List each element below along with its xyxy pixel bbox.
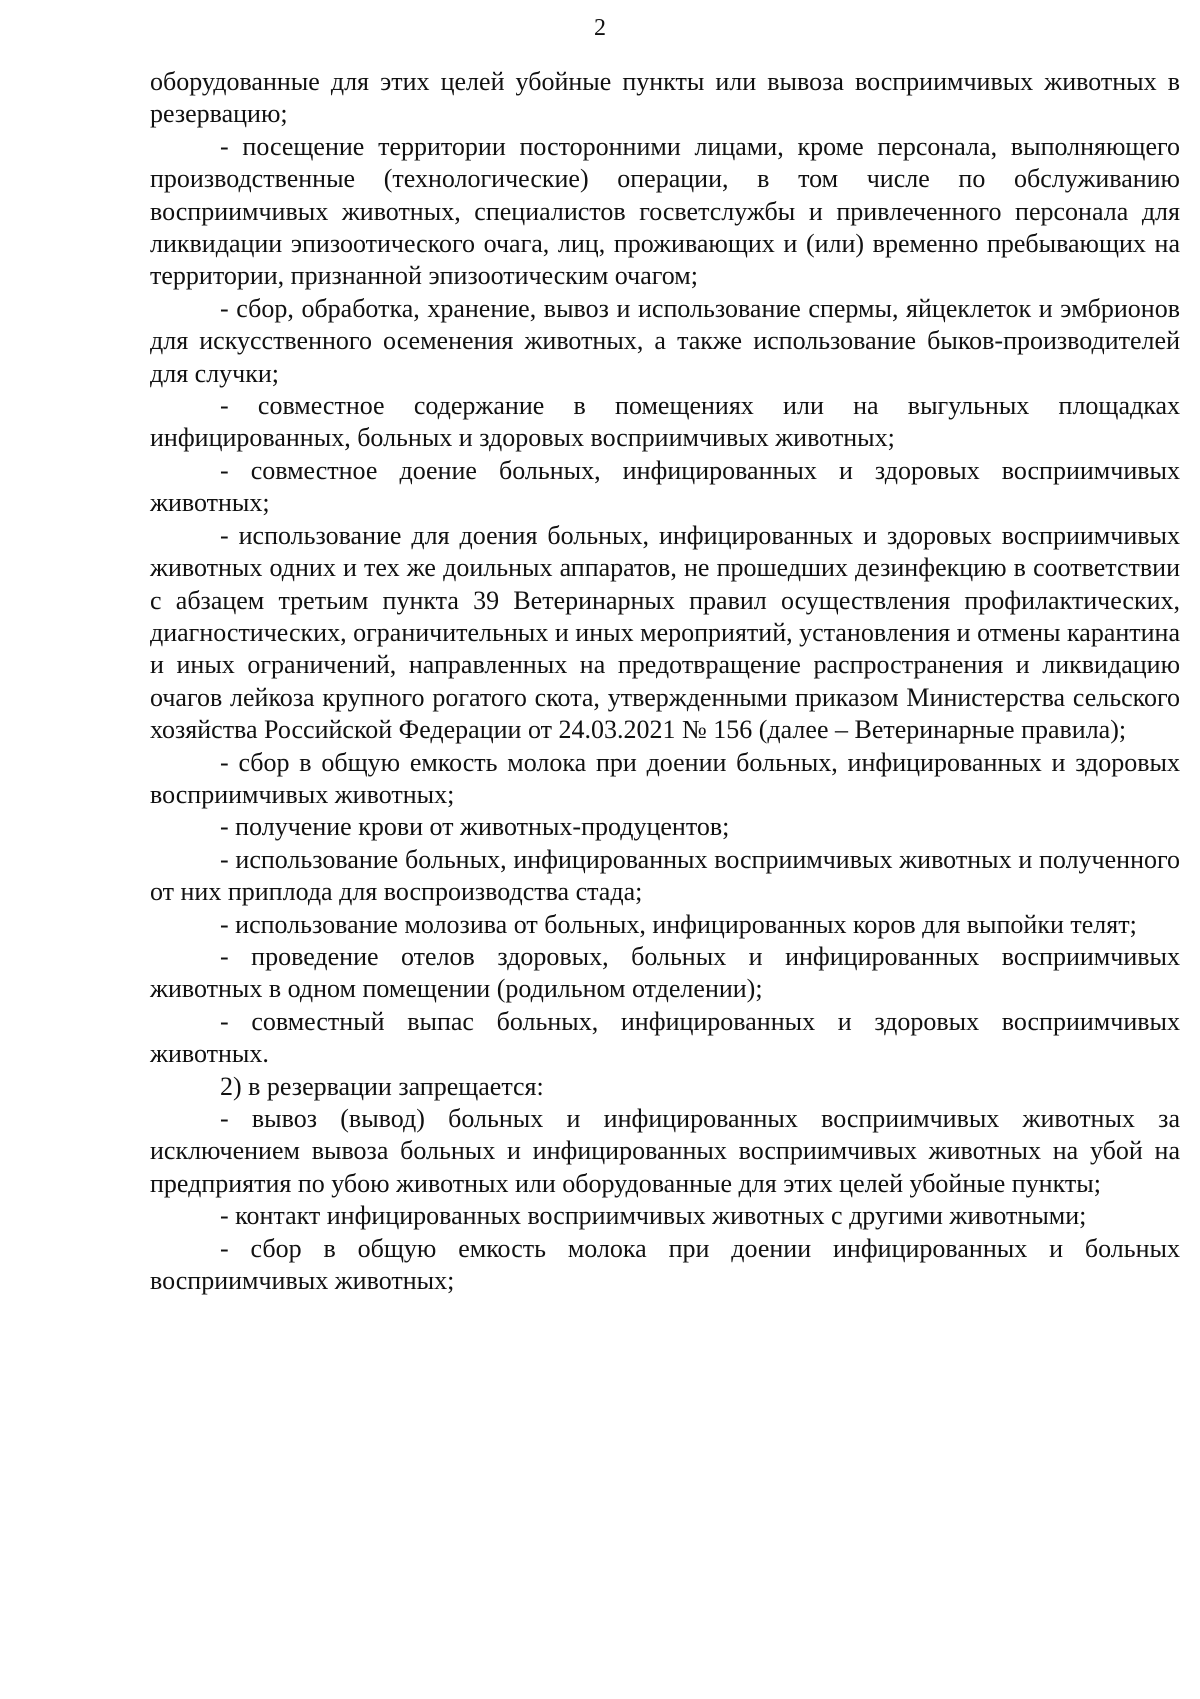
- document-body: [150, 66, 1180, 1297]
- paragraph-continuation: оборудованные для этих целей убойные пункты или вывоза восприимчивых животных в резервацию;: [150, 67, 1180, 129]
- paragraph-milk-collection-reservation: - сбор в общую емкость молока при доении инфицированных и больных восприимчивых животных;: [150, 1233, 1180, 1296]
- paragraph-reservation-heading: 2) в резервации запрещается:: [220, 1071, 544, 1101]
- paragraph-reproduction: - использование больных, инфицированных восприимчивых животных и полученного от них приплода для воспроизводства стада;: [150, 844, 1180, 907]
- paragraph-joint-grazing: - совместный выпас больных, инфицированных и здоровых восприимчивых животных.: [150, 1006, 1180, 1069]
- paragraph-milk-collection: - сбор в общую емкость молока при доении больных, инфицированных и здоровых восприимчивых животных;: [150, 747, 1180, 809]
- page-number: 2: [594, 15, 606, 41]
- paragraph-milking-equipment: - использование для доения больных, инфицированных и здоровых восприимчивых животных одних и тех же доильных аппаратов, не прошедших дезинфекцию в соответствии с абзацем третьим пункта 39 Ветеринарных правил осуществления профилактических, диагностических, ограничительных и иных мероприятий, установления и отмены карантина и иных ограничений, направленных на предотвращение распространения и ликвидацию очагов лейкоза крупного рогатого скота, утвержденными приказом Министерства сельского хозяйства Российской Федерации от 24.03.2021 № 156 (далее – Ветеринарные правила);: [150, 520, 1180, 745]
- paragraph-joint-milking: - совместное доение больных, инфицированных и здоровых восприимчивых животных;: [150, 455, 1180, 518]
- paragraph-colostrum: - использование молозива от больных, инфицированных коров для выпойки телят;: [220, 909, 1137, 939]
- paragraph-visit-restriction: - посещение территории посторонними лицами, кроме персонала, выполняющего производственные (технологические) операции, в том числе по обслуживанию восприимчивых животных, специалистов госветслужбы и привлеченного персонала для ликвидации эпизоотического очага, лиц, проживающих и (или) временно пребывающих на территории, признанной эпизоотическим очагом;: [150, 131, 1180, 291]
- paragraph-calving: - проведение отелов здоровых, больных и инфицированных восприимчивых животных в одном помещении (родильном отделении);: [150, 941, 1180, 1004]
- paragraph-removal-ban: - вывоз (вывод) больных и инфицированных восприимчивых животных за исключением вывоза больных и инфицированных восприимчивых животных на убой на предприятия по убою животных или оборудованные для этих целей убойные пункты;: [150, 1104, 1180, 1198]
- paragraph-joint-keeping: - совместное содержание в помещениях или на выгульных площадках инфицированных, больных и здоровых восприимчивых животных;: [150, 391, 1180, 453]
- paragraph-sperm-collection: - сбор, обработка, хранение, вывоз и использование спермы, яйцеклеток и эмбрионов для искусственного осеменения животных, а также использование быков-производителей для случки;: [150, 293, 1180, 388]
- paragraph-blood-collection: - получение крови от животных-продуцентов;: [220, 812, 730, 842]
- paragraph-contact-ban: - контакт инфицированных восприимчивых животных с другими животными;: [220, 1201, 1087, 1231]
